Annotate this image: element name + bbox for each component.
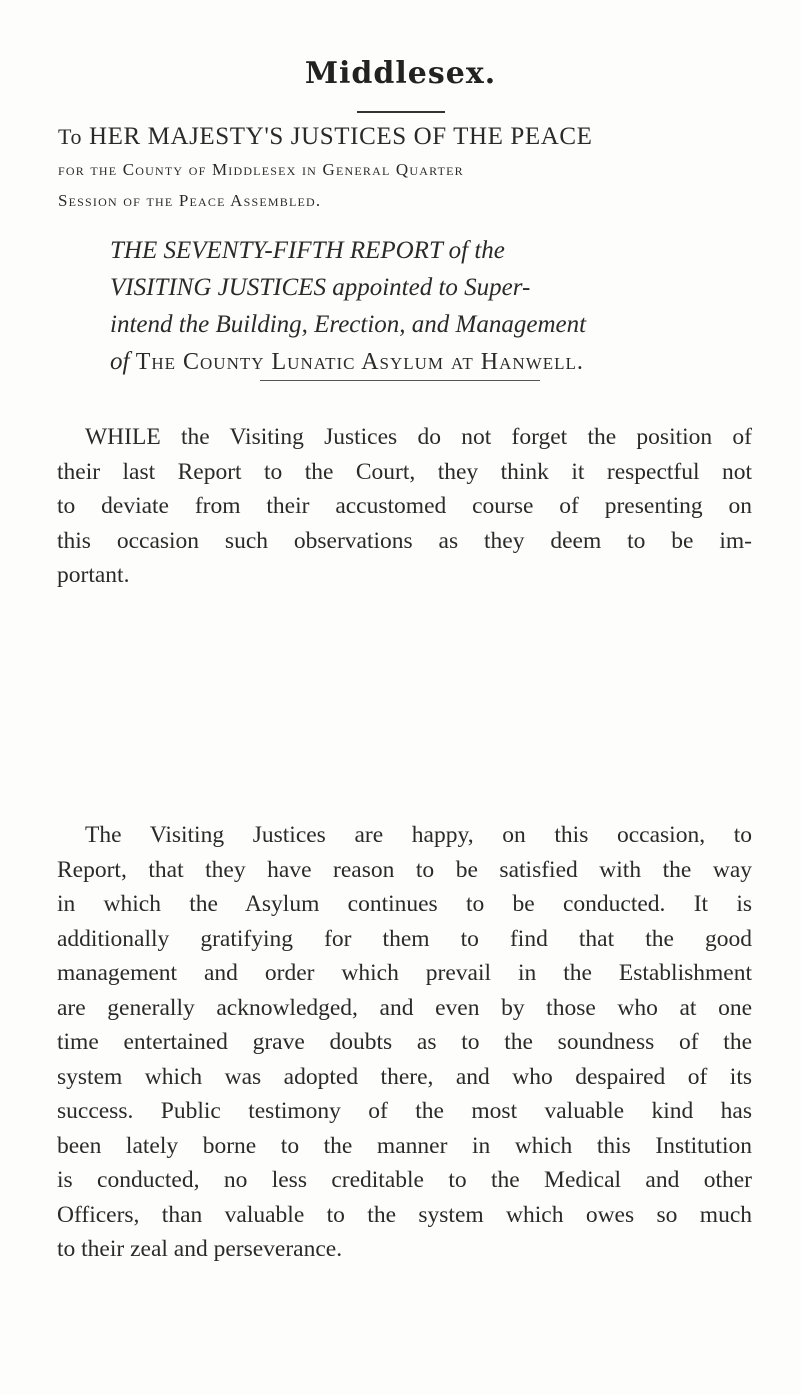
paragraph-line: Report, that they have reason to be satisfied with the way — [57, 856, 752, 883]
paragraph-1 — [57, 420, 752, 593]
paragraph-line: are generally acknowledged, and even by those who at one — [57, 994, 752, 1021]
address-line-3: Session of the Peace Assembled. — [58, 191, 322, 210]
report-title-line-1: THE SEVENTY-FIFTH REPORT of the — [110, 237, 505, 264]
paragraph-2 — [57, 818, 752, 1267]
report-title-of: of — [110, 348, 130, 375]
paragraph-line: management and order which prevail in the Establishment — [57, 960, 752, 986]
report-title-line-3: intend the Building, Erection, and Management — [110, 311, 587, 338]
address-to: To — [58, 124, 83, 149]
paragraph-line: system which was adopted there, and who despaired of its — [57, 1063, 752, 1090]
paragraph-line: additionally gratifying for them to find that the good — [57, 925, 752, 952]
address-recipients: HER MAJESTY'S JUSTICES OF THE PEACE — [88, 123, 593, 150]
paragraph-line: portant. — [57, 562, 130, 588]
paragraph-line: to deviate from their accustomed course of presenting on — [57, 493, 752, 519]
long-rule-divider — [260, 380, 540, 381]
paragraph-line: this occasion such observations as they deem to be im- — [57, 527, 752, 554]
paragraph-line: The Visiting Justices are happy, on this occasion, to — [85, 822, 752, 848]
paragraph-line: time entertained grave doubts as to the soundness of the — [57, 1029, 752, 1055]
report-title-line-4 — [110, 343, 770, 381]
address-block — [58, 120, 758, 216]
paragraph-line: been lately borne to the manner in which this Institution — [57, 1132, 752, 1159]
county-heading: Middlesex. — [304, 56, 497, 91]
paragraph-line: to their zeal and perseverance. — [57, 1236, 343, 1262]
paragraph-line: Officers, than valuable to the system which owes so much — [57, 1201, 752, 1228]
short-rule-divider — [357, 111, 445, 113]
report-title — [110, 232, 770, 381]
paragraph-line: success. Public testimony of the most valuable kind has — [57, 1098, 752, 1124]
address-line-1 — [58, 120, 758, 154]
asylum-name: The County Lunatic Asylum at Hanwell. — [135, 349, 584, 375]
paragraph-line: WHILE the Visiting Justices do not forget the position of — [85, 424, 752, 450]
paragraph-line: is conducted, no less creditable to the Medical and other — [57, 1167, 752, 1193]
paragraph-line: in which the Asylum continues to be conducted. It is — [57, 891, 752, 917]
address-line-2: for the County of Middlesex in General Quarter — [58, 160, 464, 179]
paragraph-line: their last Report to the Court, they think it respectful not — [57, 458, 752, 485]
report-title-line-2: VISITING JUSTICES appointed to Super- — [110, 274, 531, 301]
